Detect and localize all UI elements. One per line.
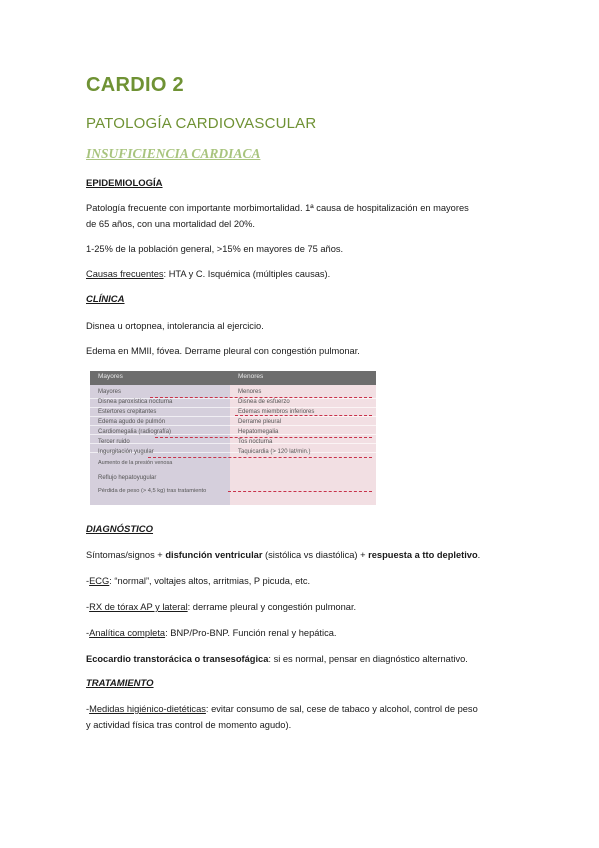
table-cell-menores: Tos nocturna [238, 439, 273, 445]
tratamiento-heading: TRATAMIENTO [86, 678, 154, 689]
tratamiento-line1 [86, 701, 516, 717]
tratamiento-prefix: - [86, 704, 90, 714]
epidemiologia-paragraph-3 [86, 266, 516, 282]
table-cell-mayores: Edema agudo de pulmón [98, 419, 166, 425]
diagnostico-heading: DIAGNÓSTICO [86, 524, 154, 535]
analitica-label: Analítica completa [89, 628, 166, 638]
causas-label: Causas frecuentes [86, 269, 164, 279]
diag-p1-b: disfunción ventricular [165, 550, 263, 560]
rx-label: RX de tórax AP y lateral [89, 602, 188, 612]
causas-text: : HTA y C. Isquémica (múltiples causas). [163, 269, 331, 279]
ecg-prefix: - [86, 576, 90, 586]
tratamiento-line1-text: : evitar consumo de sal, cese de tabaco y alcohol, control de peso [205, 704, 478, 714]
table-cell-menores: Edemas miembros inferiores [238, 409, 315, 415]
rx-prefix: - [86, 602, 90, 612]
epidemiologia-paragraph-2: 1-25% de la población general, >15% en mayores de 75 años. [86, 244, 344, 254]
annotation-dashed-line [155, 437, 372, 438]
diag-p1-a: Síntomas/signos + [86, 550, 166, 560]
table-cell-menores: Menores [238, 389, 262, 395]
epidemiologia-p1-line2: de 65 años, con una mortalidad del 20%. [86, 219, 256, 229]
table-cell-mayores: Mayores [98, 389, 122, 395]
diag-p1-c: (sistólica vs diastólica) + [262, 550, 369, 560]
ecocardio-text: : si es normal, pensar en diagnóstico alternativo. [268, 654, 468, 664]
clinica-paragraph-1: Disnea u ortopnea, intolerancia al ejercicio. [86, 321, 264, 331]
framingham-criteria-table [90, 371, 376, 505]
ecg-label: ECG [89, 576, 110, 586]
tratamiento-line2: y actividad física tras control de momento agudo). [86, 720, 292, 730]
table-cell-mayores: Cardiomegalia (radiografía) [98, 429, 172, 435]
annotation-dashed-line [235, 415, 372, 416]
analitica-text: : BNP/Pro-BNP. Función renal y hepática. [165, 628, 337, 638]
table-cell-mayores: Disnea paroxística nocturna [98, 399, 173, 405]
annotation-dashed-line [148, 457, 372, 458]
topic-heading: INSUFICIENCIA CARDIACA [86, 146, 261, 161]
diag-p1-e: . [477, 550, 481, 560]
table-cell-mayores: Aumento de la presión venosa [98, 460, 173, 466]
epidemiologia-heading: EPIDEMIOLOGÍA [86, 178, 163, 189]
table-cell-mayores: Pérdida de peso (> 4,5 kg) tras tratamiento [98, 488, 207, 494]
table-cell-mayores: Estertores crepitantes [98, 409, 157, 415]
diagnostico-ecocardio [86, 651, 516, 667]
table-row-divider [90, 443, 376, 444]
table-header-mayores: Mayores [98, 373, 123, 380]
table-cell-mayores: Reflujo hepatoyugular [98, 475, 157, 481]
table-cell-menores: Hepatomegalia [238, 429, 279, 435]
annotation-dashed-line [228, 491, 372, 492]
clinica-paragraph-2: Edema en MMII, fóvea. Derrame pleural con congestión pulmonar. [86, 346, 360, 356]
table-cell-menores: Taquicardia (> 120 lat/min.) [238, 449, 311, 455]
diagnostico-analitica [86, 625, 516, 641]
table-row-divider [90, 425, 376, 426]
table-row-divider [90, 407, 376, 408]
epidemiologia-paragraph-1 [86, 200, 516, 232]
ecg-text: : “normal”, voltajes altos, arritmias, P picuda, etc. [109, 576, 311, 586]
tratamiento-label: Medidas higiénico-dietéticas [89, 704, 206, 714]
annotation-dashed-line [150, 397, 372, 398]
diagnostico-rx [86, 599, 516, 615]
diagnostico-paragraph-1 [86, 547, 516, 563]
table-cell-mayores: Tercer ruido [98, 439, 130, 445]
rx-text: : derrame pleural y congestión pulmonar. [187, 602, 357, 612]
table-cell-menores: Disnea de esfuerzo [238, 399, 290, 405]
tratamiento-paragraph [86, 701, 516, 733]
section-subtitle: PATOLOGÍA CARDIOVASCULAR [86, 115, 317, 132]
page-title: CARDIO 2 [86, 74, 184, 96]
table-header [90, 371, 376, 385]
table-row-divider [90, 416, 376, 417]
diagnostico-ecg [86, 573, 516, 589]
ecocardio-label: Ecocardio transtorácica o transesofágica [86, 654, 269, 664]
table-header-menores: Menores [238, 373, 264, 380]
table-cell-mayores: Ingurgitación yugular [98, 449, 154, 455]
diag-p1-d: respuesta a tto depletivo [368, 550, 478, 560]
table-cell-menores: Derrame pleural [238, 419, 282, 425]
epidemiologia-p1-line1: Patología frecuente con importante morbimortalidad. 1ª causa de hospitalización en mayores [86, 203, 469, 213]
analitica-prefix: - [86, 628, 90, 638]
clinica-heading: CLÍNICA [86, 294, 125, 305]
